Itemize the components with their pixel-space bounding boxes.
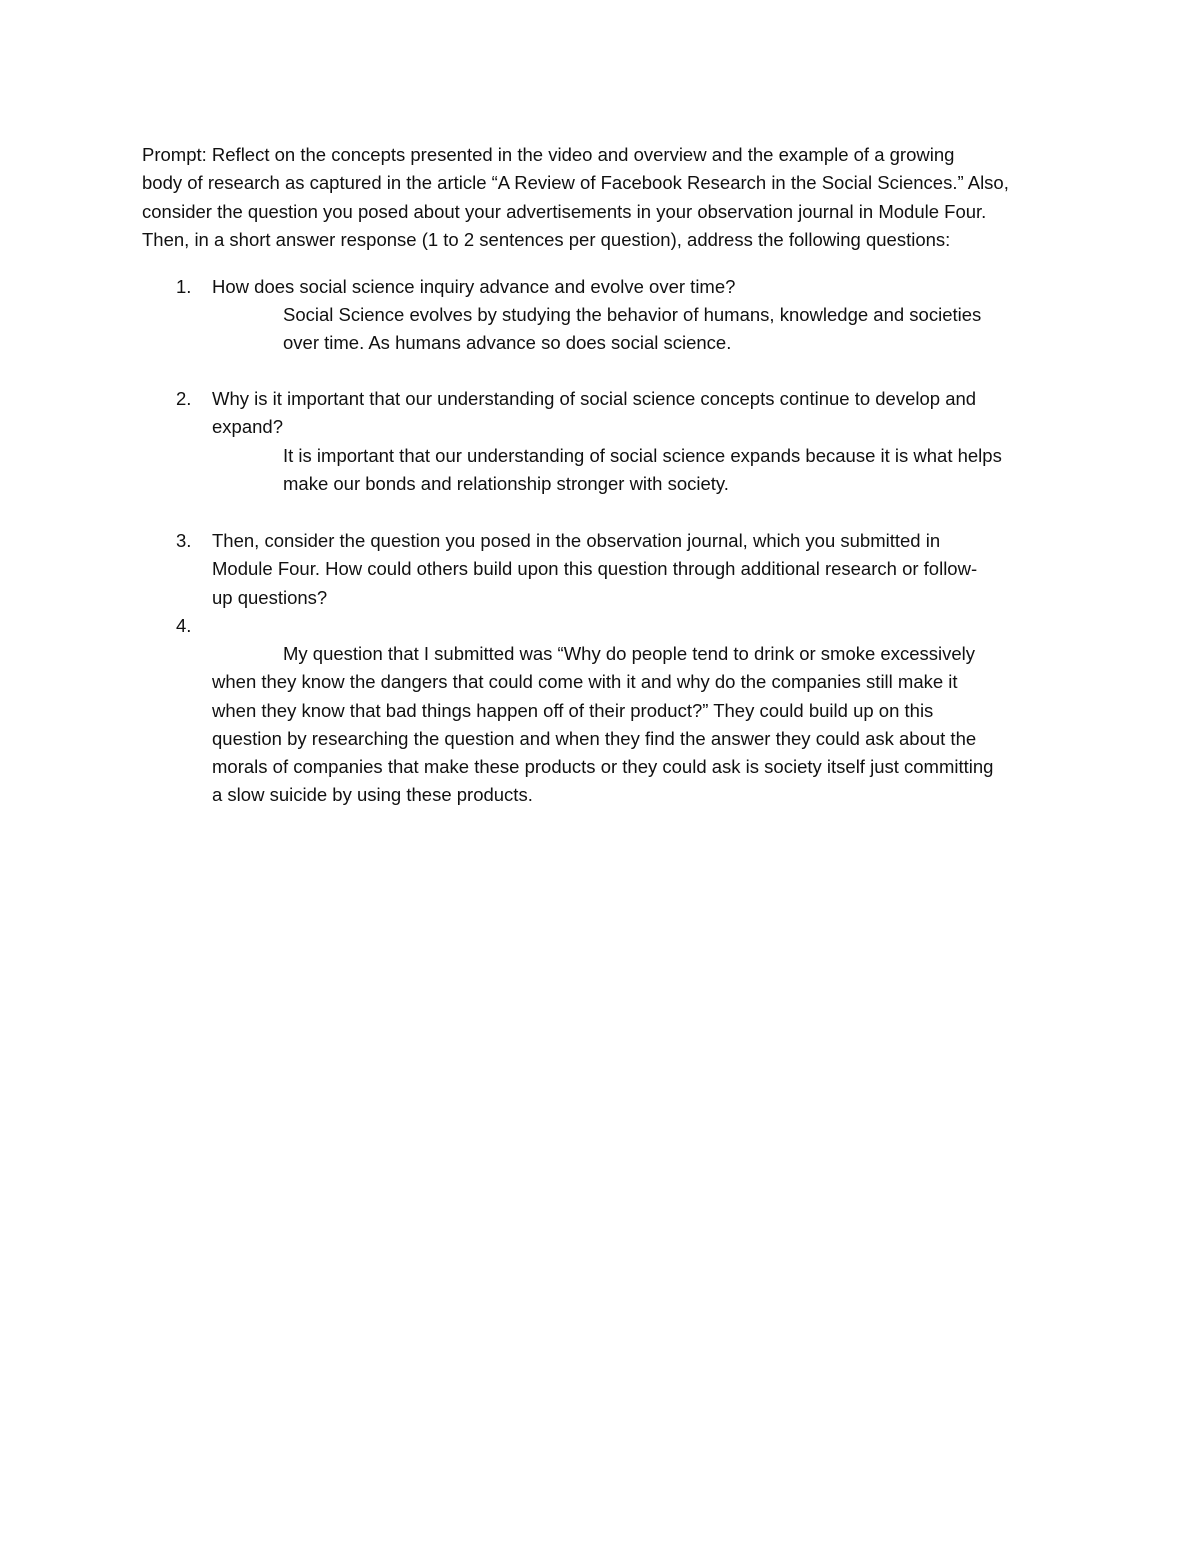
- list-number-1: 1.: [176, 276, 192, 297]
- answer-line: a slow suicide by using these products.: [212, 784, 533, 806]
- prompt-line: Then, in a short answer response (1 to 2 sentences per question), address the following questions:: [142, 228, 951, 250]
- answer-line: Social Science evolves by studying the behavior of humans, knowledge and societies: [283, 304, 982, 325]
- question-2: [212, 385, 976, 442]
- answer-4: [212, 640, 1072, 810]
- question-3: [212, 527, 977, 612]
- question-1: [212, 273, 735, 301]
- list-number-3: 3.: [176, 530, 192, 551]
- prompt-line: Prompt: Reflect on the concepts presented in the video and overview and the example of a growing: [142, 144, 955, 165]
- prompt-line: consider the question you posed about your advertisements in your observation journal in Module Four.: [142, 200, 987, 222]
- question-line: up questions?: [212, 586, 328, 608]
- answer-line: My question that I submitted was “Why do people tend to drink or smoke excessively: [283, 643, 976, 664]
- answer-line: over time. As humans advance so does social science.: [283, 332, 732, 354]
- question-line: Module Four. How could others build upon this question through additional research or follow-: [212, 558, 978, 580]
- question-line: How does social science inquiry advance and evolve over time?: [212, 276, 736, 297]
- answer-line: question by researching the question and when they find the answer they could ask about the: [212, 727, 977, 749]
- question-line: Then, consider the question you posed in the observation journal, which you submitted in: [212, 530, 941, 551]
- answer-1: [283, 301, 981, 358]
- question-line: expand?: [212, 416, 283, 438]
- answer-line: It is important that our understanding of social science expands because it is what helps: [283, 445, 1002, 466]
- answer-line: morals of companies that make these products or they could ask is society itself just committing: [212, 756, 994, 778]
- list-number-2: 2.: [176, 388, 192, 409]
- question-line: Why is it important that our understanding of social science concepts continue to develop and: [212, 388, 977, 409]
- prompt-line: body of research as captured in the article “A Review of Facebook Research in the Social Sciences.” Also,: [142, 172, 1009, 194]
- answer-line: when they know the dangers that could come with it and why do the companies still make it: [212, 671, 958, 693]
- answer-2: [283, 442, 1002, 499]
- list-number-4: 4.: [176, 615, 192, 636]
- answer-line: make our bonds and relationship stronger with society.: [283, 473, 729, 495]
- answer-line: when they know that bad things happen off of their product?” They could build up on this: [212, 699, 934, 721]
- prompt-paragraph: [142, 141, 1062, 254]
